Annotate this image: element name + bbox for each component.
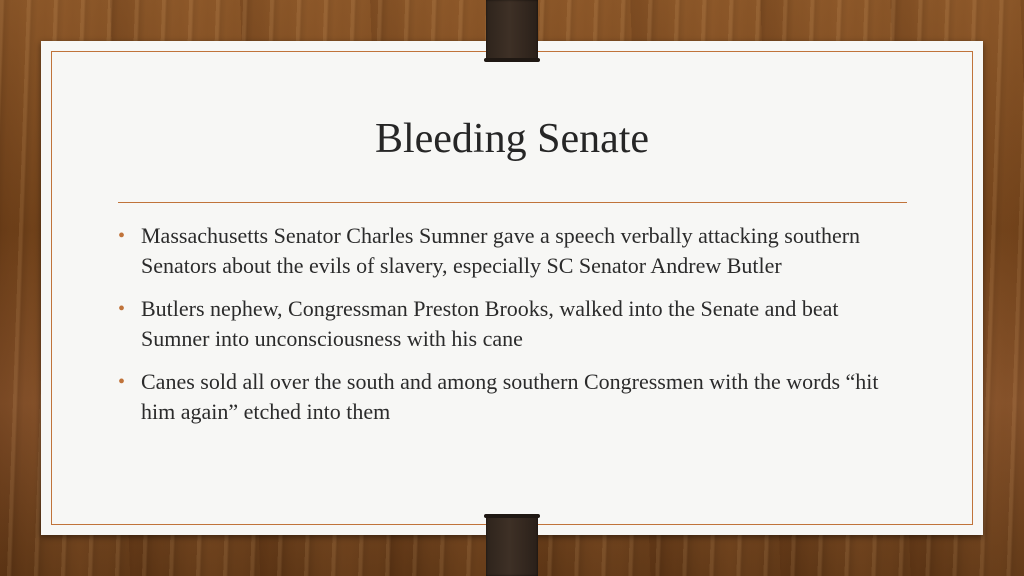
bullet-icon: • (118, 298, 126, 320)
slide-title: Bleeding Senate (374, 116, 650, 162)
bullet-item (118, 221, 888, 281)
title-divider (118, 202, 907, 203)
bullet-text: Massachusetts Senator Charles Sumner gave a speech verbally attacking southern Senators about the evils of slavery, especially SC Senator Andrew Butler (141, 223, 861, 278)
bullet-icon: • (118, 225, 126, 247)
bullet-item (118, 367, 888, 427)
bullet-icon: • (118, 371, 126, 393)
bullet-item (118, 294, 888, 354)
bullet-text: Canes sold all over the south and among southern Congressmen with the words “hit him again” etched into them (141, 369, 879, 424)
bullet-text: Butlers nephew, Congressman Preston Brooks, walked into the Senate and beat Sumner into unconsciousness with his cane (141, 296, 839, 351)
bottom-strap (486, 514, 538, 576)
bullet-list (118, 221, 888, 440)
top-strap (486, 0, 538, 62)
